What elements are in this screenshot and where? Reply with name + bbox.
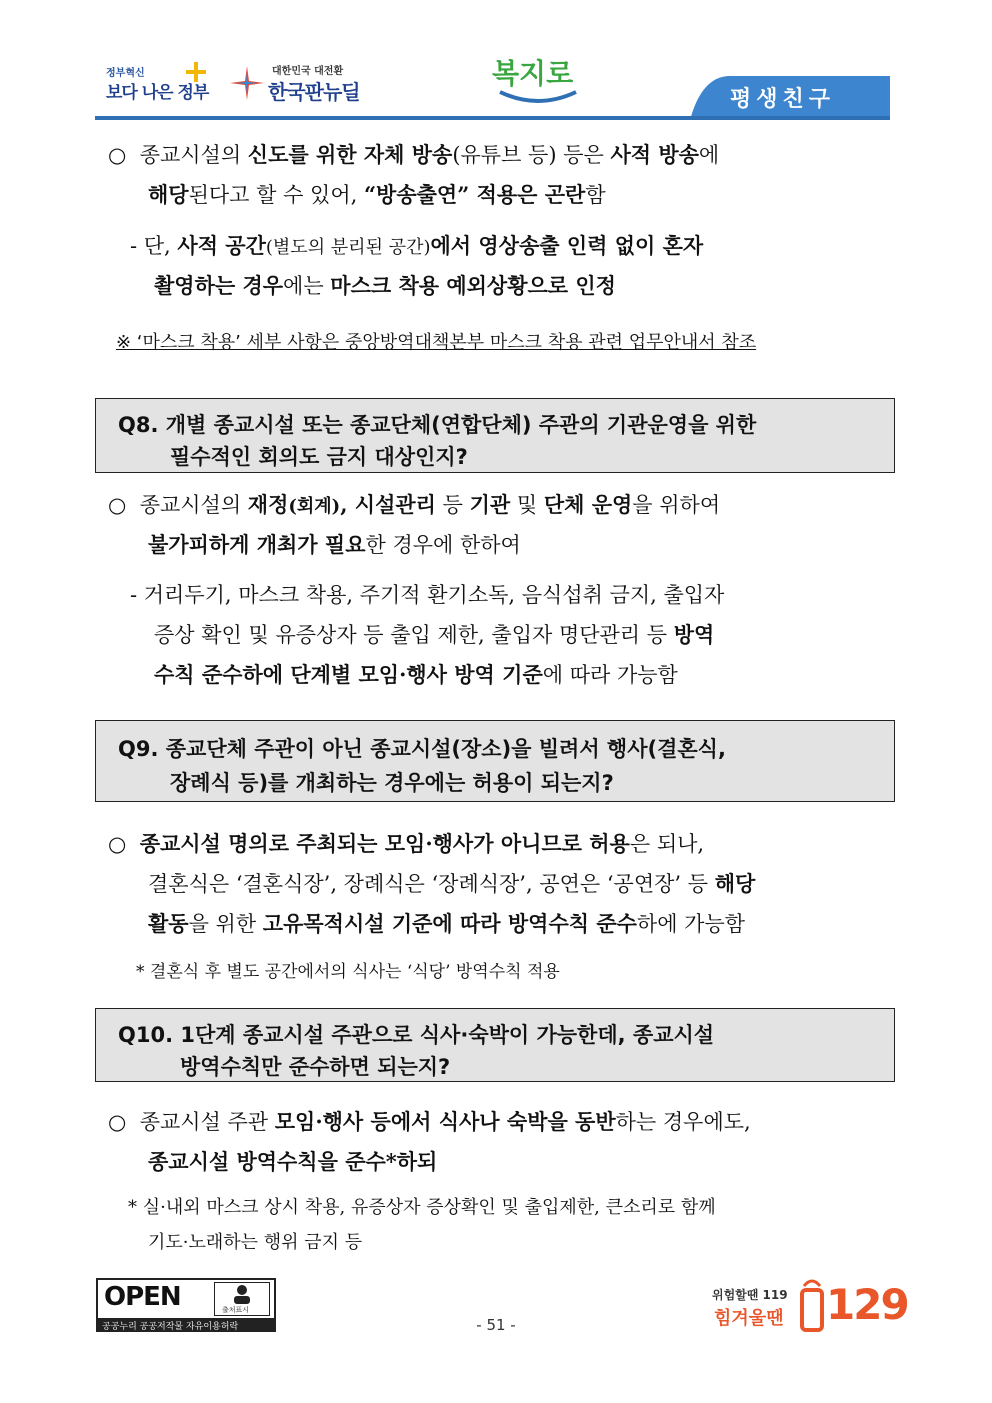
deal-logo-small-text: 대한민국 대전환 [272, 66, 344, 77]
reference-note: ※ ‘마스크 착용’ 세부 사항은 중앙방역대책본부 마스크 착용 관련 업무안내서 참조 [116, 332, 757, 353]
bullet-line: ○ 종교시설의 신도를 위한 자체 방송(유튜브 등) 등은 사적 방송에 [108, 142, 720, 167]
dash-line: - 거리두기, 마스크 착용, 주기적 환기소독, 음식섭취 금지, 출입자 [130, 583, 725, 607]
bokji-logo-text: 복지로 [492, 57, 574, 90]
gov-logo-main-text: 보다 나은 정부 [106, 83, 209, 103]
question-title: Q9. 종교단체 주관이 아닌 종교시설(장소)을 빌려서 행사(결혼식, [118, 737, 726, 761]
korean-new-deal-logo [228, 58, 378, 108]
footnote: * 실·내외 마스크 상시 착용, 유증상자 증상확인 및 출입제한, 큰소리로 함께 [128, 1197, 716, 1218]
helpline-main-text: 힘겨울땐 [714, 1308, 784, 1329]
footnote: 기도·노래하는 행위 금지 등 [148, 1232, 363, 1253]
footnote: * 결혼식 후 별도 공간에서의 식사는 ‘식당’ 방역수칙 적용 [136, 962, 560, 982]
dash-line: 수칙 준수하에 단계별 모임·행사 방역 기준에 따라 가능함 [154, 662, 678, 687]
bullet-line: 활동을 위한 고유목적시설 기준에 따라 방역수칙 준수하에 가능함 [148, 911, 746, 936]
bullet-line: 결혼식은 ‘결혼식장’, 장례식은 ‘장례식장’, 공연은 ‘공연장’ 등 해당 [148, 871, 756, 896]
open-caption: 공공누리 공공저작물 자유이용허락 [102, 1322, 239, 1332]
question-title: 장례식 등)를 개최하는 경우에는 허용이 되는지? [170, 771, 614, 795]
bullet-line: ○ 종교시설 주관 모임·행사 등에서 식사나 숙박을 동반하는 경우에도, [108, 1109, 751, 1134]
question-title: 방역수칙만 준수하면 되는지? [180, 1055, 451, 1079]
circle-bullet-icon: ○ [108, 143, 127, 167]
dash-line: - 단, 사적 공간(별도의 분리된 공간)에서 영상송출 인력 없이 혼자 [130, 233, 704, 258]
header-tab [690, 76, 890, 120]
person-icon [230, 1284, 254, 1304]
spark-icon [228, 64, 266, 102]
attribution-badge: 출처표시 [222, 1306, 250, 1314]
helpline-129-logo [712, 1272, 908, 1336]
question-box-q10 [95, 1008, 895, 1082]
gov-logo-small-text: 정부혁신 [106, 68, 145, 79]
helpline-small-text: 위험할땐 119 [712, 1288, 788, 1302]
plus-icon [184, 60, 208, 84]
question-box-q9 [95, 720, 895, 802]
question-title: Q8. 개별 종교시설 또는 종교단체(연합단체) 주관의 기관운영을 위한 [118, 413, 757, 437]
deal-logo-main-text: 한국판뉴딜 [268, 80, 360, 104]
circle-bullet-icon: ○ [108, 832, 127, 856]
bullet-line: ○ 종교시설의 재정(회계), 시설관리 등 기관 및 단체 운영을 위하여 [108, 492, 721, 517]
circle-bullet-icon: ○ [108, 1110, 127, 1134]
question-box-q8 [95, 398, 895, 473]
bullet-line: 불가피하게 개최가 필요한 경우에 한하여 [148, 532, 521, 557]
bokji-logo [492, 52, 582, 108]
bullet-line: ○ 종교시설 명의로 주최되는 모임·행사가 아니므로 허용은 되나, [108, 831, 705, 856]
helpline-number: 129 [826, 1280, 908, 1329]
bullet-line: 해당된다고 할 수 있어, “방송출연” 적용은 곤란함 [148, 182, 606, 207]
open-text: OPEN [104, 1282, 181, 1312]
page-number: - 51 - [476, 1316, 516, 1334]
circle-bullet-icon: ○ [108, 493, 127, 517]
bullet-line: 종교시설 방역수칙을 준수*하되 [148, 1149, 438, 1174]
question-title: 필수적인 회의도 금지 대상인지? [170, 445, 468, 469]
phone-icon [798, 1276, 826, 1332]
gov-innovation-logo [100, 58, 210, 108]
header-rule [95, 116, 890, 120]
dash-line: 촬영하는 경우에는 마스크 착용 예외상황으로 인정 [154, 273, 616, 298]
smile-swoosh-icon [498, 88, 578, 106]
tab-label: 평생친구 [730, 87, 836, 112]
question-title: Q10. 1단계 종교시설 주관으로 식사·숙박이 가능한데, 종교시설 [118, 1023, 715, 1047]
dash-line: 증상 확인 및 유증상자 등 출입 제한, 출입자 명단관리 등 방역 [154, 622, 715, 647]
